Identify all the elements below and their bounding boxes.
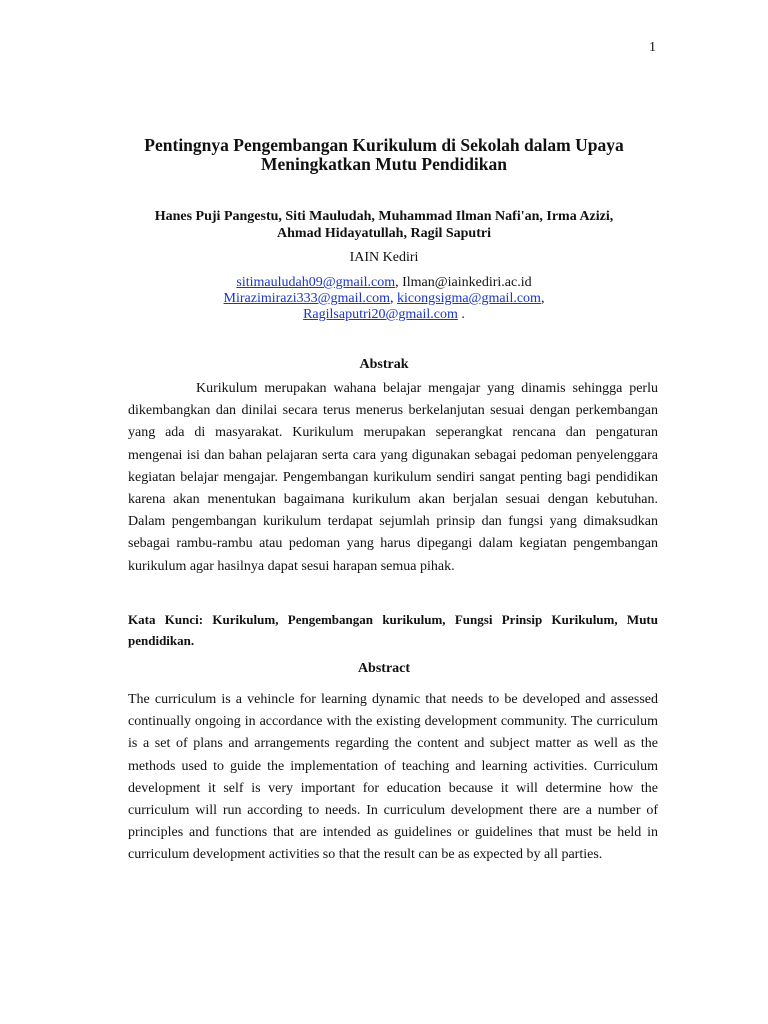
abstrak-body: Kurikulum merupakan wahana belajar mengajar yang dinamis sehingga perlu dikembangkan dan dinilai secara terus menerus berkelanjutan sesuai dengan perkembangan yang ada di masyarakat. Kurikulum merupakan seperangkat rencana dan pengaturan mengenai isi dan bahan pelajaran serta cara yang digunakan sebagai pedoman penyelenggara kegiatan belajar mengajar. Pengembangan kurikulum sendiri sangat penting bagi pendidikan karena akan menentukan bagaimana kurikulum akan berjalan sesuai dengan kebutuhan. Dalam pengembangan kurikulum terdapat sejumlah prinsip dan fungsi yang dimaksudkan sebagai rambu-rambu atau pedoman yang harus dipegangi dalam kegiatan pengembangan kurikulum agar hasilnya dapat sesui harapan semua pihak. — [128, 381, 658, 574]
email-line-2 — [0, 291, 768, 307]
email-link-2[interactable]: Mirazimirazi333@gmail.com — [223, 291, 391, 306]
authors-line-2: Ahmad Hidayatullah, Ragil Saputri — [277, 226, 491, 241]
email-link-1[interactable]: sitimauludah09@gmail.com — [236, 275, 396, 290]
title-line-2: Meningkatkan Mutu Pendidikan — [260, 154, 508, 174]
paper-title — [0, 136, 768, 174]
email-separator: , — [390, 291, 398, 306]
abstract-body: The curriculum is a vehincle for learning dynamic that needs to be developed and assessed continually ongoing in accordance with the existing development community. The curriculum is a set of plans and arrangements regarding the content and subject matter as well as the methods used to guide the implementation of teaching and learning activities. Curriculum development it self is very important for education because it will determine how the curriculum will run according to needs. In curriculum development there are a number of principles and functions that are intended as guidelines or guidelines that must be held in curriculum development activities so that the result can be as expected by all parties. — [128, 692, 658, 863]
email-separator: , — [540, 291, 545, 306]
email-link-4[interactable]: Ragilsaputri20@gmail.com — [303, 307, 458, 322]
page-number: 1 — [649, 40, 656, 55]
author-list — [0, 208, 768, 242]
email-plain: Ilman@iainkediri.ac.id — [402, 275, 532, 290]
email-list — [0, 275, 768, 323]
title-line-1: Pentingnya Pengembangan Kurikulum di Sekolah dalam Upaya — [144, 135, 624, 155]
keywords: Kata Kunci: Kurikulum, Pengembangan kurikulum, Fungsi Prinsip Kurikulum, Mutu pendidikan. — [128, 612, 658, 648]
email-link-3[interactable]: kicongsigma@gmail.com — [397, 291, 541, 306]
email-separator: , — [395, 275, 403, 290]
abstract-heading: Abstract — [357, 661, 411, 676]
email-line-1 — [0, 275, 768, 291]
email-end: . — [457, 307, 465, 322]
abstrak-heading: Abstrak — [359, 357, 409, 372]
affiliation: IAIN Kediri — [349, 250, 419, 265]
authors-line-1: Hanes Puji Pangestu, Siti Mauludah, Muhammad Ilman Nafi'an, Irma Azizi, — [154, 209, 614, 224]
email-line-3 — [0, 307, 768, 323]
